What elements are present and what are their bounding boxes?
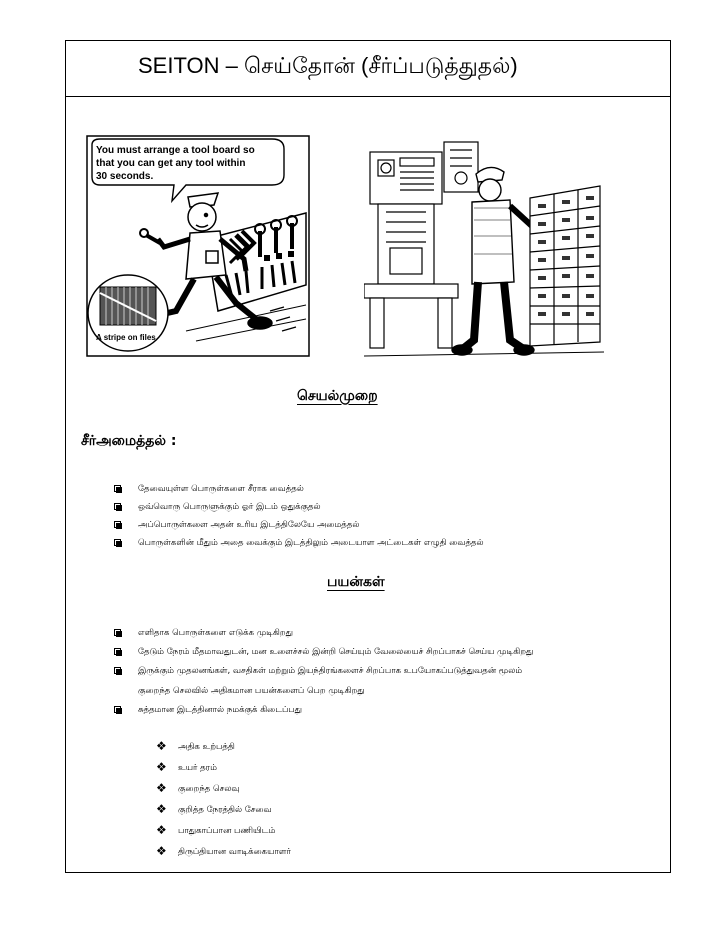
speech-line-1: You must arrange a tool board so bbox=[96, 145, 255, 156]
speech-line-3: 30 seconds. bbox=[96, 171, 154, 182]
machine bbox=[364, 142, 478, 348]
checkbox-bullet-icon bbox=[114, 629, 121, 636]
checkbox-bullet-icon bbox=[114, 503, 121, 510]
diamond-bullet-icon: ❖ bbox=[156, 802, 167, 816]
file-cabinet-cartoon bbox=[364, 136, 604, 364]
checkbox-bullet-icon bbox=[114, 539, 121, 546]
checkbox-bullet-icon bbox=[114, 667, 121, 674]
diamond-bullet-icon: ❖ bbox=[156, 844, 167, 858]
arrangement-heading: சீர்அமைத்தல் : bbox=[81, 433, 177, 449]
page-title: SEITON – செய்தோன் (சீர்ப்படுத்துதல்) bbox=[138, 53, 518, 78]
title-bar bbox=[66, 41, 670, 97]
diamond-bullet-icon: ❖ bbox=[156, 739, 167, 753]
diamond-bullet-icon: ❖ bbox=[156, 760, 167, 774]
checkbox-bullet-icon bbox=[114, 521, 121, 528]
checkbox-bullet-icon bbox=[114, 648, 121, 655]
procedure-heading: செயல்முறை bbox=[297, 388, 378, 404]
diamond-bullet-icon: ❖ bbox=[156, 823, 167, 837]
diamond-bullet-icon: ❖ bbox=[156, 781, 167, 795]
checkbox-bullet-icon bbox=[114, 485, 121, 492]
striped-files bbox=[100, 287, 156, 325]
benefits-heading: பயன்கள் bbox=[327, 574, 385, 590]
inset-caption: A stripe on files bbox=[96, 333, 156, 342]
page-frame: SEITON – செய்தோன் (சீர்ப்படுத்துதல்) You must arrange a tool board so that you can get any tool within 30 seconds. A stripe on files செயல்முறை சீர்அமைத்தல் : தேவையுள்ள பொருள்களை சீராக வைத்தல் ஒவ்வொரு பொருளுக்கும் ஓர் இடம் ஒதுக்குதல் அப்பொருள்களை அதன் உரிய இடத்திலேயே அமைத்தல் பொருள்களின் மீதும் அதை வைக்கும் இடத்திலும் அடையாள அட்டைகள் எழுதி வைத்தல் பயன்கள் எளிதாக பொருள்களை எடுக்க முடிகிறது தேடும் நேரம் மீதமாவதுடன், மன உளைச்சல் இன்றி செய்யும் வேலையைச் சிறப்பாகச் செய்ய முடிகிறது இருக்கும் முதலனங்கள், வசதிகள் மற்றும் இயந்திரங்களைச் சிறப்பாக உபயோகப்படுத்துவதன் மூலம் குறைந்த செலவில் அதிகமான பயன்களைப் பெற முடிகிறது சுத்தமான இடத்தினால் நமக்குக் கிடைப்பது ❖ அதிக உற்பத்தி ❖ உயர் தரம் ❖ குறைந்த செலவு ❖ குறித்த நேரத்தில் சேவை ❖ பாதுகாப்பான பணியிடம் ❖ திருப்தியான வாடிக்கையாளர் bbox=[65, 40, 671, 873]
worker-at-cabinet bbox=[452, 167, 540, 355]
file-cabinet bbox=[530, 186, 600, 346]
tool-board-cartoon bbox=[86, 135, 310, 357]
speech-line-2: that you can get any tool within bbox=[96, 158, 246, 169]
checkbox-bullet-icon bbox=[114, 706, 121, 713]
